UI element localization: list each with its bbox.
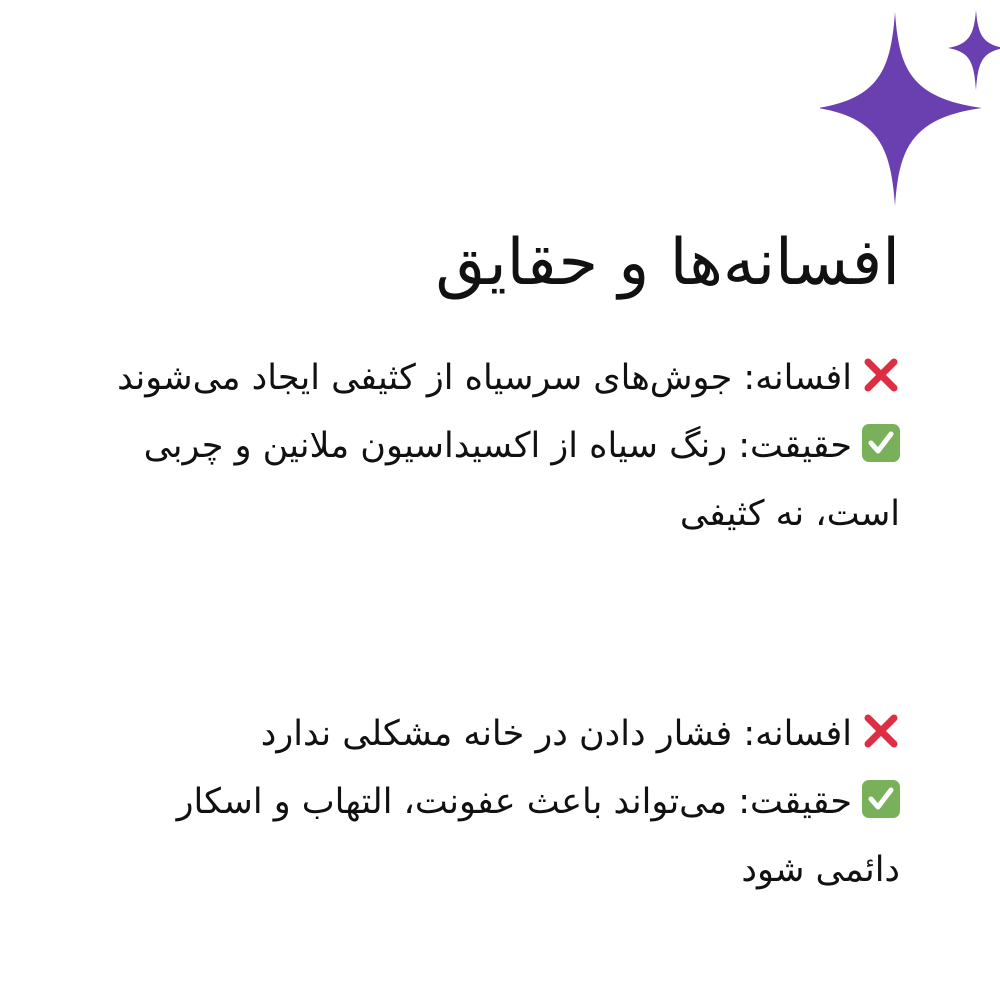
large-sparkle-icon xyxy=(820,12,982,206)
fact-line-1 xyxy=(110,412,900,548)
fact-line-2 xyxy=(110,768,900,904)
fact-text-1: حقیقت: رنگ سیاه از اکسیداسیون ملانین و چربی است، نه کثیفی xyxy=(143,426,900,534)
cross-mark-icon xyxy=(862,356,900,394)
small-sparkle-icon xyxy=(948,10,1000,90)
myth-text-1: افسانه: جوش‌های سرسیاه از کثیفی ایجاد می‌شوند xyxy=(117,358,852,398)
myth-fact-block-1 xyxy=(110,344,900,548)
myth-line-2 xyxy=(110,700,900,768)
cross-mark-icon xyxy=(862,712,900,750)
fact-text-2: حقیقت: می‌تواند باعث عفونت، التهاب و اسکار دائمی شود xyxy=(176,782,900,890)
sparkles-icon xyxy=(820,0,1000,220)
check-mark-icon xyxy=(862,424,900,462)
check-mark-icon xyxy=(862,780,900,818)
myth-text-2: افسانه: فشار دادن در خانه مشکلی ندارد xyxy=(260,714,852,754)
myth-fact-block-2 xyxy=(110,700,900,904)
myth-line-1 xyxy=(110,344,900,412)
page-title: افسانه‌ها و حقایق xyxy=(435,225,900,300)
